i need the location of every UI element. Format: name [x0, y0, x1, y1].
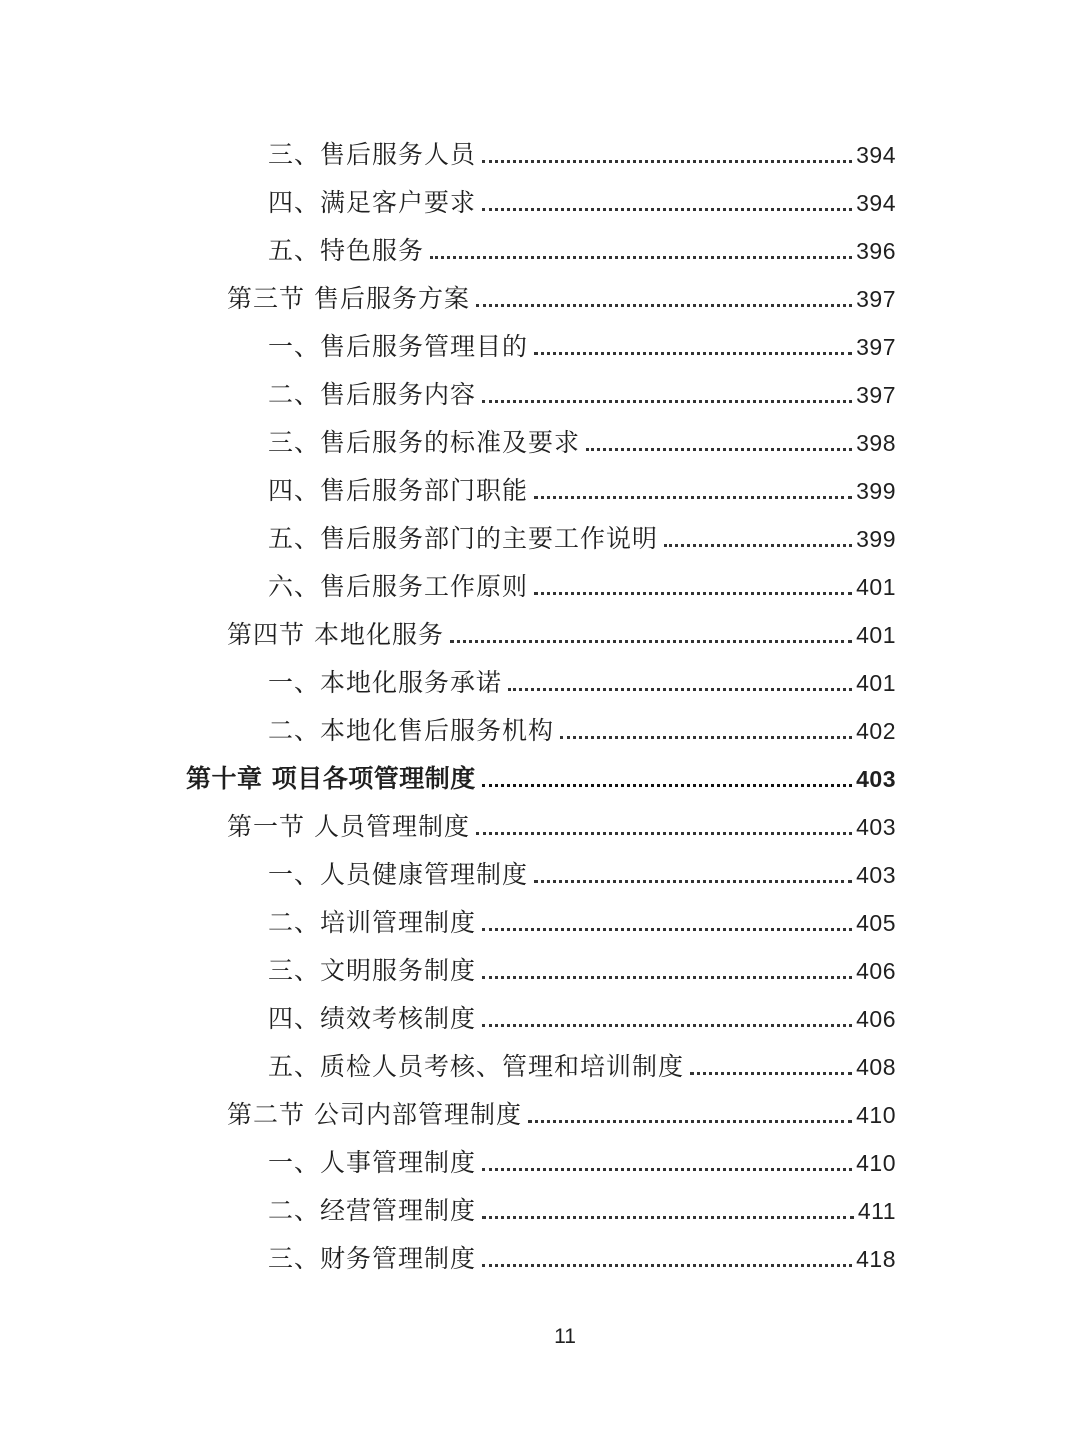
toc-entry-title: 五、特色服务	[268, 236, 425, 265]
toc-entry-page: 411	[857, 1198, 896, 1224]
toc-entry-title: 三、售后服务人员	[268, 140, 477, 169]
dot-leader	[476, 832, 852, 835]
toc-entry-page: 403	[856, 862, 896, 888]
toc-entry-page: 394	[856, 142, 896, 168]
toc-entry-title: 一、本地化服务承诺	[268, 668, 503, 697]
toc-entry-title: 二、售后服务内容	[268, 380, 477, 409]
dot-leader	[482, 1024, 852, 1027]
toc-chapter-entry[interactable]	[186, 758, 896, 794]
toc-entry-page: 410	[856, 1150, 896, 1176]
toc-entry-page: 418	[856, 1246, 896, 1272]
toc-entry-title: 六、售后服务工作原则	[268, 572, 529, 601]
toc-entry-page: 397	[856, 382, 896, 408]
toc-entry-title: 第一节 人员管理制度	[227, 812, 470, 841]
toc-entry[interactable]	[268, 854, 896, 890]
dot-leader	[482, 160, 852, 163]
dot-leader	[482, 976, 852, 979]
page-number: 11	[554, 1325, 576, 1348]
toc-entry-title: 三、文明服务制度	[268, 956, 477, 985]
dot-leader	[560, 736, 852, 739]
dot-leader	[534, 592, 852, 595]
toc-entry[interactable]	[227, 806, 896, 842]
toc-entry-page: 401	[856, 622, 896, 648]
toc-entry-title: 二、培训管理制度	[268, 908, 477, 937]
toc-entry-page: 406	[856, 1006, 896, 1032]
toc-entry-page: 408	[856, 1054, 896, 1080]
dot-leader	[534, 496, 852, 499]
toc-entry[interactable]	[268, 662, 896, 698]
toc-entry[interactable]	[268, 902, 896, 938]
dot-leader	[508, 688, 852, 691]
toc-entry[interactable]	[227, 1094, 896, 1130]
dot-leader	[664, 544, 852, 547]
dot-leader	[482, 1264, 852, 1267]
toc-entry[interactable]	[268, 182, 896, 218]
toc-entry[interactable]	[268, 950, 896, 986]
toc-entry[interactable]	[268, 566, 896, 602]
toc-entry-title: 三、财务管理制度	[268, 1244, 477, 1273]
toc-entry[interactable]	[268, 134, 896, 170]
toc-entry[interactable]	[268, 326, 896, 362]
toc-entry[interactable]	[268, 1238, 896, 1274]
toc-entry[interactable]	[227, 278, 896, 314]
toc-entry-page: 399	[856, 526, 896, 552]
dot-leader	[450, 640, 852, 643]
toc-entry-page: 394	[856, 190, 896, 216]
toc-entry-page: 406	[856, 958, 896, 984]
toc-entry-title: 第四节 本地化服务	[227, 620, 444, 649]
toc-entry-page: 396	[856, 238, 896, 264]
toc-entry[interactable]	[227, 614, 896, 650]
toc-entry[interactable]	[268, 470, 896, 506]
toc-entry[interactable]	[268, 710, 896, 746]
dot-leader	[586, 448, 852, 451]
dot-leader	[482, 1216, 854, 1219]
toc-entry-title: 第三节 售后服务方案	[227, 284, 470, 313]
toc-entry-page: 397	[856, 286, 896, 312]
dot-leader	[690, 1072, 852, 1075]
toc-entry-page: 405	[856, 910, 896, 936]
toc-entry-title: 四、绩效考核制度	[268, 1004, 477, 1033]
toc-entry[interactable]	[268, 374, 896, 410]
dot-leader	[534, 880, 852, 883]
toc-entry[interactable]	[268, 422, 896, 458]
toc-entry[interactable]	[268, 998, 896, 1034]
toc-entry[interactable]	[268, 1190, 896, 1226]
dot-leader	[430, 256, 852, 259]
toc-entry-page: 402	[856, 718, 896, 744]
dot-leader	[476, 304, 852, 307]
toc-entry-title: 二、本地化售后服务机构	[268, 716, 555, 745]
toc-entry-page: 397	[856, 334, 896, 360]
toc-entry[interactable]	[268, 1046, 896, 1082]
toc-entry-title: 一、售后服务管理目的	[268, 332, 529, 361]
dot-leader	[482, 208, 852, 211]
toc-entry[interactable]	[268, 518, 896, 554]
toc-entry-title: 一、人事管理制度	[268, 1148, 477, 1177]
toc-entry-page: 410	[856, 1102, 896, 1128]
toc-entry-title: 五、售后服务部门的主要工作说明	[268, 524, 659, 553]
dot-leader	[482, 400, 852, 403]
toc-entry-page: 403	[856, 766, 896, 792]
toc-entry-title: 五、质检人员考核、管理和培训制度	[268, 1052, 685, 1081]
dot-leader	[482, 928, 852, 931]
toc-entry[interactable]	[268, 230, 896, 266]
toc-entry[interactable]	[268, 1142, 896, 1178]
toc-entry-title: 四、售后服务部门职能	[268, 476, 529, 505]
toc-entry-title: 一、人员健康管理制度	[268, 860, 529, 889]
dot-leader	[534, 352, 852, 355]
toc-entry-title: 三、售后服务的标准及要求	[268, 428, 581, 457]
toc-entry-title: 第二节 公司内部管理制度	[227, 1100, 522, 1129]
toc-entry-page: 401	[856, 574, 896, 600]
dot-leader	[482, 784, 852, 787]
toc-entry-title: 二、经营管理制度	[268, 1196, 477, 1225]
toc-entry-page: 398	[856, 430, 896, 456]
dot-leader	[528, 1120, 852, 1123]
toc-entry-page: 401	[856, 670, 896, 696]
dot-leader	[482, 1168, 852, 1171]
toc-entry-title: 第十章 项目各项管理制度	[186, 764, 476, 793]
toc-entry-page: 403	[856, 814, 896, 840]
toc-entry-page: 399	[856, 478, 896, 504]
toc-entry-title: 四、满足客户要求	[268, 188, 477, 217]
